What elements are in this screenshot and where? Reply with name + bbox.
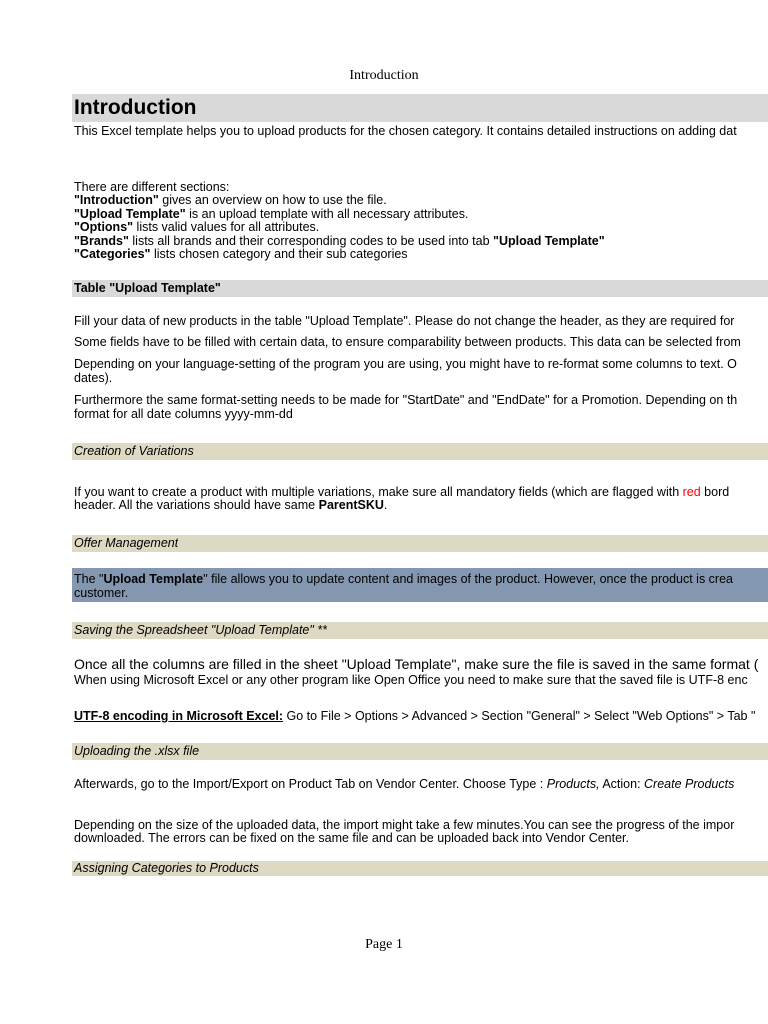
- variations-text-end: bord: [700, 486, 730, 499]
- section-name: "Upload Template": [74, 208, 186, 221]
- section-extra: "Upload Template": [493, 235, 605, 248]
- saving-heading: Saving the Spreadsheet "Upload Template" **: [74, 623, 328, 637]
- section-name: "Brands": [74, 235, 129, 248]
- saving-line-2: When using Microsoft Excel or any other program like Open Office you need to make sure that the saved file is UTF-8 enc: [74, 674, 748, 687]
- section-desc: lists all brands and their corresponding codes to be used into tab: [128, 235, 494, 248]
- section-name: "Options": [74, 221, 134, 234]
- table-para-2: Some fields have to be filled with certain data, to ensure comparability between products. This data can be selected from: [74, 336, 741, 349]
- parent-sku: ParentSKU: [318, 499, 384, 512]
- page-footer: Page 1: [365, 937, 403, 952]
- section-name: "Introduction": [74, 194, 159, 207]
- intro-paragraph: This Excel template helps you to upload products for the chosen category. It contains detailed instructions on adding dat: [74, 125, 737, 138]
- upload-para-2-line-1: Depending on the size of the uploaded data, the import might take a few minutes.You can see the progress of the impor: [74, 819, 735, 832]
- document-title: Introduction: [74, 96, 197, 119]
- section-item-categories: [74, 248, 768, 262]
- section-item-brands: [74, 235, 768, 249]
- variations-text-end: .: [383, 499, 388, 512]
- table-para-1: Fill your data of new products in the table "Upload Template". Please do not change the header, as they are required for: [74, 315, 735, 328]
- offer-line-1: [74, 573, 768, 587]
- table-para-4-line-1: Furthermore the same format-setting needs to be made for "StartDate" and "EndDate" for a Promotion. Depending on th: [74, 394, 738, 407]
- variations-heading: Creation of Variations: [74, 444, 194, 458]
- offer-text: The ": [74, 573, 104, 586]
- section-item-options: [74, 221, 768, 235]
- table-para-3-line-2: dates).: [74, 372, 113, 385]
- page-header: Introduction: [349, 68, 419, 83]
- upload-text-mid: Action:: [599, 778, 645, 791]
- section-item-introduction: [74, 194, 768, 208]
- uploading-heading: Uploading the .xlsx file: [74, 744, 200, 758]
- offer-bold: Upload Template: [103, 573, 204, 586]
- table-para-4-line-2: format for all date columns yyyy-mm-dd: [74, 408, 293, 421]
- table-para-3-line-1: Depending on your language-setting of the program you are using, you might have to re-format some columns to text. O: [74, 358, 737, 371]
- section-item-upload-template: [74, 208, 768, 222]
- utf8-text: Go to File > Options > Advanced > Section "General" > Select "Web Options" > Tab ": [283, 710, 756, 723]
- section-desc: is an upload template with all necessary attributes.: [185, 208, 469, 221]
- upload-text: Afterwards, go to the Import/Export on Product Tab on Vendor Center. Choose Type :: [74, 778, 547, 791]
- offer-heading: Offer Management: [74, 536, 179, 550]
- upload-type: Products,: [546, 778, 600, 791]
- upload-action: Create Products: [644, 778, 735, 791]
- offer-text-end: " file allows you to update content and images of the product. However, once the product is crea: [203, 573, 733, 586]
- red-word: red: [682, 486, 701, 499]
- section-desc: lists chosen category and their sub categories: [150, 248, 408, 261]
- utf8-label: UTF-8 encoding in Microsoft Excel:: [74, 710, 284, 723]
- variations-line-2: [74, 499, 768, 513]
- upload-para-2-line-2: downloaded. The errors can be fixed on the same file and can be uploaded back into Vendor Center.: [74, 832, 630, 845]
- saving-line-1: Once all the columns are filled in the sheet "Upload Template", make sure the file is saved in the same format (: [74, 656, 759, 672]
- offer-line-2: customer.: [74, 587, 129, 600]
- variations-line-1: [74, 486, 768, 500]
- section-desc: lists valid values for all attributes.: [133, 221, 320, 234]
- section-name: "Categories": [74, 248, 151, 261]
- section-desc: gives an overview on how to use the file.: [158, 194, 387, 207]
- sections-intro: There are different sections:: [74, 181, 230, 194]
- utf8-line: [74, 710, 768, 724]
- variations-text: header. All the variations should have same: [74, 499, 319, 512]
- assigning-heading: Assigning Categories to Products: [74, 861, 259, 875]
- upload-line-1: [74, 778, 768, 792]
- variations-text: If you want to create a product with multiple variations, make sure all mandatory fields (which are flagged with: [74, 486, 683, 499]
- table-heading: Table "Upload Template": [74, 281, 221, 295]
